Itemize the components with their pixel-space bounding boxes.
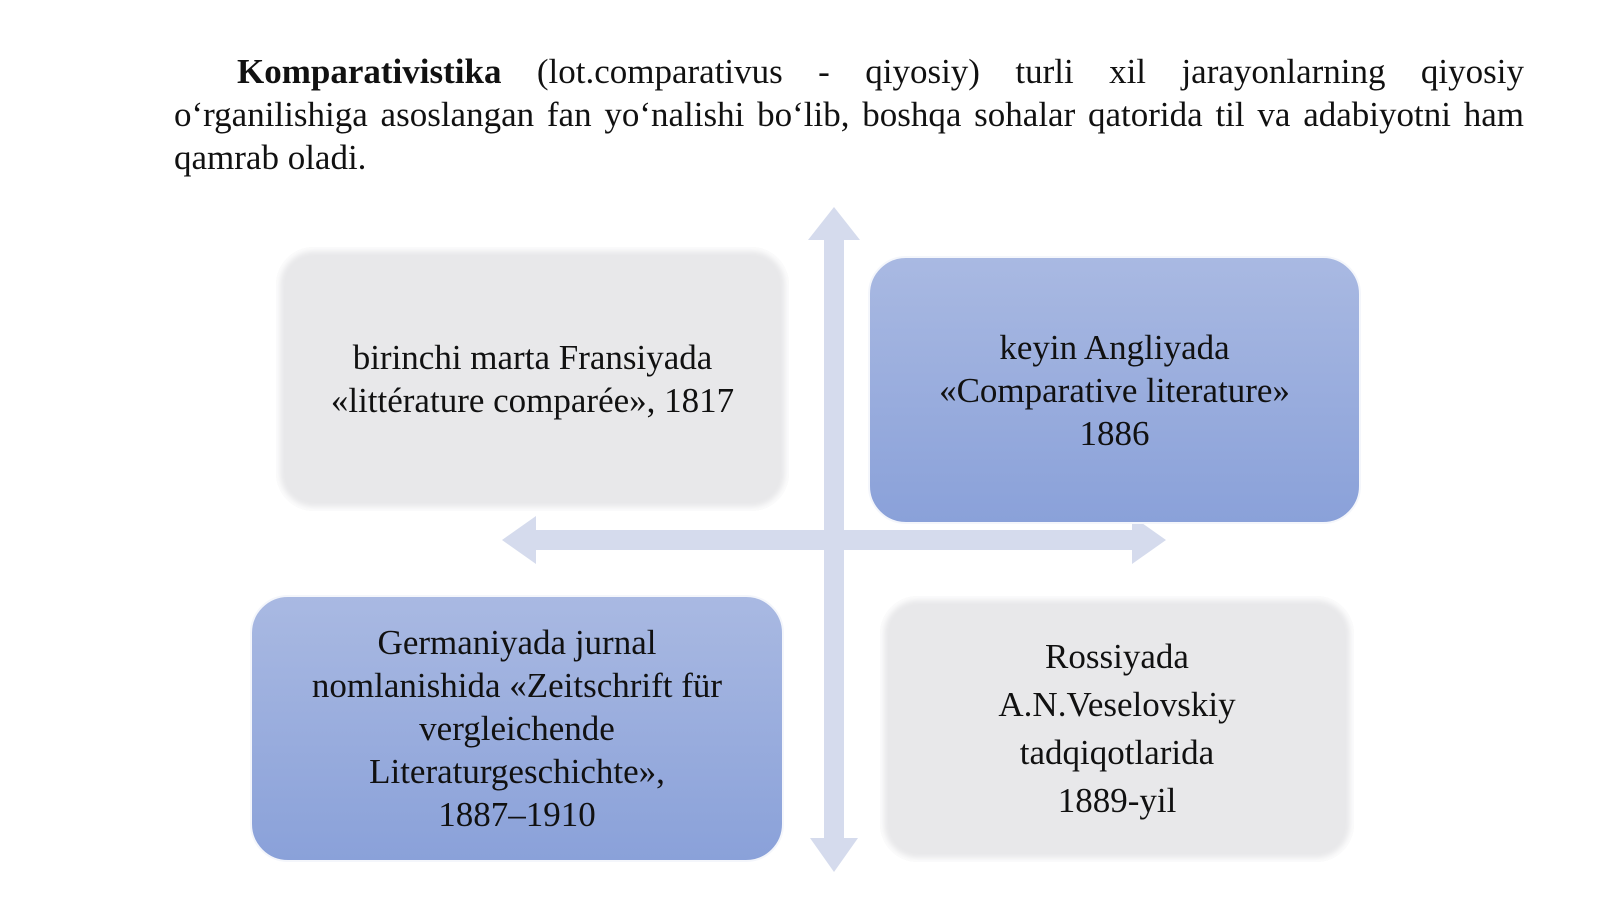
box-france-text <box>309 336 756 422</box>
box-russia-line: Rossiyada <box>1045 637 1189 676</box>
box-russia-line: 1889-yil <box>1057 781 1177 820</box>
box-germany-line: vergleichende <box>419 709 615 748</box>
box-russia-line: tadqiqotlarida <box>1019 733 1215 772</box>
box-germany-line: Germaniyada jurnal <box>377 623 657 662</box>
box-england-line: «Comparative literature» <box>939 370 1290 410</box>
box-france-line: «littérature comparée», 1817 <box>330 381 735 420</box>
box-russia <box>880 596 1354 862</box>
vertical-double-arrow <box>808 207 860 872</box>
box-france <box>276 247 789 511</box>
box-germany-line: Literaturgeschichte», <box>369 752 665 791</box>
box-russia-line: A.N.Veselovskiy <box>998 685 1236 724</box>
box-england-text <box>917 326 1312 455</box>
intro-term: Komparativistika <box>237 52 502 91</box>
box-russia-text <box>976 633 1257 825</box>
box-germany-text <box>290 621 744 836</box>
box-germany-line: 1887–1910 <box>438 795 596 834</box>
box-france-line: birinchi marta Fransiyada <box>352 338 713 377</box>
box-germany-line: nomlanishida «Zeitschrift für <box>311 666 723 705</box>
box-germany <box>250 595 784 862</box>
intro-definition: (lot.comparativus - qiyosiy) turli xil jarayonlarning qiyosiy o‘rganilishiga asoslangan fan yo‘nalishi bo‘lib, boshqa sohalar qatorida til va adabiyotni ham qamrab oladi. <box>174 52 1524 177</box>
intro-paragraph <box>174 50 1524 179</box>
box-england-line: keyin Angliyada <box>999 327 1230 367</box>
box-england <box>868 256 1361 524</box>
box-england-line: 1886 <box>1079 413 1150 453</box>
